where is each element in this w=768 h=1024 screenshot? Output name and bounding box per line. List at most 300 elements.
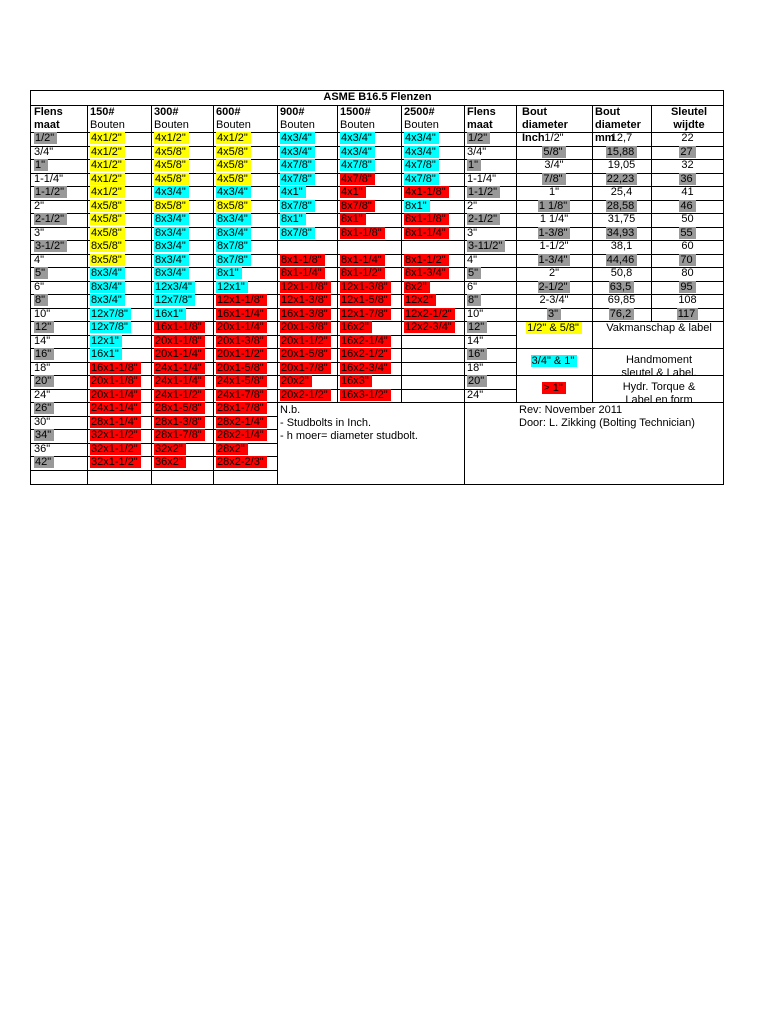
bolt-spec [154,443,214,456]
bolt-spec-label: 20x1-5/8" [216,362,267,374]
column-line [651,105,652,321]
bolt-spec-label: 32x1-1/2" [90,456,141,468]
bolt-spec [340,389,400,402]
bolt-spec [404,254,464,267]
right-flange-size: 14" [467,334,484,347]
flange-size [34,402,86,415]
bolt-spec [90,213,150,226]
bolt-spec-label: 8x3/4" [154,240,189,252]
legend-description: Hydr. Torque & [622,381,696,393]
bolt-spec [90,132,150,145]
bolt-spec [404,308,464,321]
bolt-spec-label: 4x5/8" [216,159,251,171]
bolt-spec [216,186,276,199]
bolt-spec-label: 20x1-1/4" [90,389,141,401]
legend-divider [592,321,593,402]
header-key-width-0: Sleutel [670,106,708,118]
bolt-diameter-inch [516,200,592,213]
bolt-spec [216,267,276,280]
right-flange-size [467,267,515,280]
bolt-spec [154,375,214,388]
right-flange-size-label: 3-11/2" [467,240,505,252]
notes-text: - Studbolts in Inch. [280,417,372,429]
bolt-spec [340,308,400,321]
bolt-spec-label: 8x5/8" [216,200,251,212]
bolt-spec [154,348,214,361]
right-flange-size-label: 8" [467,294,481,306]
column-line [464,105,465,485]
bolt-spec [216,213,276,226]
bolt-spec-label: 4x5/8" [90,227,125,239]
bolt-spec-label: 12x7/8" [90,308,131,320]
bolt-diameter-mm-label: 34,93 [606,227,638,239]
bolt-spec [216,200,276,213]
key-width: 32 [681,159,694,171]
flange-size [34,186,86,199]
bolt-spec [340,159,400,172]
bolt-spec [216,321,276,334]
bolt-spec [90,348,150,361]
flange-size-label: 12" [34,321,54,333]
bolt-spec-label: 4x5/8" [154,146,189,158]
bolt-spec [90,416,150,429]
flange-size [34,213,86,226]
column-line [277,105,278,485]
bolt-spec-label: 20x1-3/8" [216,335,267,347]
bolt-spec-label: 8x1-1/2" [340,267,385,279]
right-flange-size-label: 20" [467,375,487,387]
bolt-spec [216,173,276,186]
bolt-spec [340,254,400,267]
bolt-spec [280,335,340,348]
bolt-spec [340,267,400,280]
flange-size: 3" [34,226,45,239]
bolt-spec-label: 8x1" [280,213,306,225]
right-flange-size [467,159,515,172]
bolt-spec-label: 4x5/8" [154,173,189,185]
bolt-spec [216,240,276,253]
bolt-diameter-inch: 1/2" [544,132,564,144]
header-key-width-1: wijdte [673,119,705,131]
bolt-spec [154,200,214,213]
bolt-spec-label: 12x1-1/8" [280,281,331,293]
bolt-spec-label: 16x1" [90,348,122,360]
right-flange-size [467,348,515,361]
flange-size [34,456,86,469]
bolt-spec-label: 8x5/8" [154,200,189,212]
bolt-spec [340,173,400,186]
bolt-spec-label: 4x5/8" [154,159,189,171]
bolt-spec-label: 16x2-3/4" [340,362,391,374]
bolt-spec-label: 16x1-3/8" [280,308,331,320]
bolt-diameter-inch [516,281,592,294]
legend-swatch-label: 1/2" & 5/8" [526,322,582,334]
legend-swatch [516,322,592,335]
bolt-spec-label: 12x1" [216,281,248,293]
bolt-spec-label: 12x1" [90,335,122,347]
bolt-spec-label: 8x1" [340,213,366,225]
right-flange-size-label: 12" [467,321,487,333]
bolt-spec-label: 28x2" [216,443,248,455]
bolt-spec-label: 36x2" [154,456,186,468]
bolt-spec-label: 4x3/4" [216,186,251,198]
bolt-spec-label: 4x3/4" [340,132,375,144]
bolt-spec [154,240,214,253]
bolt-spec [216,389,276,402]
bolt-spec [340,227,400,240]
bolt-spec-label: 12x2-3/4" [404,321,455,333]
column-line [87,105,88,485]
bolt-spec-label: 8x3/4" [154,254,189,266]
bolt-spec [404,159,464,172]
bolt-diameter-mm-label: 44,46 [606,254,638,266]
bolt-spec-label: 16x3" [340,375,372,387]
row-line [464,402,516,403]
bolt-spec [216,416,276,429]
flange-size: 36" [34,442,51,455]
bolt-diameter-inch: 1" [548,186,560,198]
bolt-diameter-mm-label: 63,5 [609,281,634,293]
bolt-spec [154,213,214,226]
right-flange-size [467,240,515,253]
right-flange-size-label: 2-1/2" [467,213,500,225]
bolt-spec-label: 32x2" [154,443,186,455]
bolt-spec [404,281,464,294]
bolt-diameter-inch: 1 1/4" [539,213,569,225]
bolt-spec-label: 28x1-3/8" [154,416,205,428]
bolt-spec [340,186,400,199]
flange-size: 4" [34,253,45,266]
right-flange-size: 3/4" [467,145,487,158]
key-width-label: 46 [679,200,695,212]
bolt-spec-label: 8x1-1/4" [404,227,449,239]
bolt-spec-label: 24x1-1/2" [154,389,205,401]
bolt-spec [280,308,340,321]
bolt-spec-label: 8x1" [216,267,242,279]
bolt-spec [280,146,340,159]
bolt-spec-label: 28x2-1/4" [216,416,267,428]
bolt-spec [154,186,214,199]
bolt-diameter-inch: 1-1/2" [539,240,569,252]
bolt-diameter-inch-label: 3" [547,308,561,320]
bolt-spec-label: 8x3/4" [90,294,125,306]
bolt-spec [90,362,150,375]
flange-size: 1-1/4" [34,172,63,185]
flange-size-label: 1" [34,159,48,171]
flange-size-label: 20" [34,375,54,387]
header-bouten: Bouten [154,119,189,131]
key-width-label: 95 [679,281,695,293]
bolt-spec [154,173,214,186]
bolt-spec-label: 4x7/8" [280,173,315,185]
header-flens-size-1: Flens [34,106,63,118]
key-width: 22 [681,132,694,144]
bolt-spec [90,254,150,267]
flange-size-label: 16" [34,348,54,360]
bolt-spec-label: 4x7/8" [340,159,375,171]
bolt-spec-label: 16x1-1/8" [90,362,141,374]
bolt-spec-label: 12x3/4" [154,281,195,293]
bolt-spec-label: 24x1-1/4" [154,375,205,387]
bolt-diameter-mm-label: 22,23 [606,173,638,185]
bolt-spec [154,389,214,402]
right-flange-size [467,186,515,199]
key-width-label: 36 [679,173,695,185]
revision-rule [516,402,724,403]
bolt-spec [340,281,400,294]
bolt-spec [280,173,340,186]
flange-size-label: 1-1/2" [34,186,67,198]
bolt-spec-label: 20x1-1/4" [154,348,205,360]
bolt-spec-label: 32x1-1/2" [90,429,141,441]
flange-size-label: 5" [34,267,48,279]
bolt-spec [154,159,214,172]
bolt-spec [280,267,340,280]
key-width: 80 [681,267,694,279]
flange-size-label: 26" [34,402,54,414]
right-flange-size: 6" [467,280,478,293]
bolt-spec [404,200,464,213]
bolt-diameter-inch-label: 5/8" [542,146,565,158]
bolt-spec-label: 8x1-1/8" [280,254,325,266]
bolt-diameter-mm [592,146,651,159]
key-width-label: 55 [679,227,695,239]
header-bolt-inch-2: Inch [522,132,545,144]
bolt-spec [280,186,340,199]
flange-size: 24" [34,388,51,401]
bolt-spec-label: 20x1-3/8" [280,321,331,333]
bolt-spec [90,375,150,388]
bolt-spec [340,335,400,348]
bolt-spec [154,308,214,321]
bolt-spec-label: 4x7/8" [404,173,439,185]
row-line [31,470,277,471]
bolt-spec-label: 8x7/8" [216,254,251,266]
flange-size-label: 3-1/2" [34,240,67,252]
bolt-spec [280,294,340,307]
bolt-spec-label: 8x7/8" [280,200,315,212]
bolt-diameter-mm [592,173,651,186]
bolt-spec-label: 8x1-1/8" [404,213,449,225]
key-width: 108 [678,294,697,306]
header-bouten: Bouten [340,119,375,131]
bolt-spec-label: 8x3/4" [90,281,125,293]
bolt-spec [154,227,214,240]
flange-size: 6" [34,280,45,293]
bolt-spec-label: 4x7/8" [280,159,315,171]
bolt-spec-label: 12x1-1/8" [216,294,267,306]
header-class-150: 150# [90,106,115,118]
bolt-spec-label: 4x7/8" [340,173,375,185]
bolt-spec [216,362,276,375]
flange-size-label: 42" [34,456,54,468]
legend-swatch-label: 3/4" & 1" [531,355,578,367]
header-flens-size-right-1: Flens [467,106,496,118]
bolt-diameter-mm: 31,75 [607,213,636,225]
bolt-spec-label: 4x1-1/8" [404,186,449,198]
legend-description: Vakmanschap & label [606,322,712,334]
bolt-spec [280,254,340,267]
bolt-diameter-mm: 19,05 [607,159,636,171]
header-bouten: Bouten [90,119,125,131]
key-width [651,173,724,186]
bolt-spec-label: 4x3/4" [280,146,315,158]
header-bouten: Bouten [404,119,439,131]
header-bolt-mm-0: Bout [595,106,621,118]
bolt-spec [154,281,214,294]
bolt-diameter-inch [516,227,592,240]
right-flange-size [467,321,515,334]
bolt-spec-label: 8x1-1/2" [404,254,449,266]
flange-size-label: 34" [34,429,54,441]
bolt-spec-label: 20x1-1/4" [216,321,267,333]
flange-size [34,375,86,388]
bolt-spec [90,335,150,348]
flange-size [34,267,86,280]
column-line [213,105,214,485]
key-width: 41 [681,186,694,198]
header-class-300: 300# [154,106,179,118]
bolt-spec [340,321,400,334]
column-line [592,105,593,321]
bolt-spec-label: 8x1-1/4" [340,254,385,266]
bolt-spec [340,146,400,159]
bolt-spec [404,186,464,199]
legend-description: Handmoment [625,354,693,366]
header-flens-size-right-2: maat [467,119,493,131]
bolt-spec-label: 8x7/8" [216,240,251,252]
bolt-spec [216,402,276,415]
legend-description: sleutel & Label. [621,367,697,379]
header-flens-size-2: maat [34,119,60,131]
bolt-spec [216,456,276,469]
bolt-spec [216,294,276,307]
column-line [516,105,517,402]
bolt-spec-label: 20x1-1/8" [90,375,141,387]
column-line [337,105,338,402]
bolt-spec [280,321,340,334]
key-width [651,308,724,321]
bolt-spec [154,402,214,415]
bolt-spec-label: 4x1/2" [216,132,251,144]
key-width-label: 70 [679,254,695,266]
bolt-spec [90,146,150,159]
bolt-spec [154,456,214,469]
bolt-spec-label: 4x1/2" [90,146,125,158]
bolt-spec-label: 8x1-1/4" [280,267,325,279]
bolt-spec-label: 16x1-1/4" [216,308,267,320]
bolt-spec [154,416,214,429]
header-bouten: Bouten [216,119,251,131]
bolt-spec-label: 12x1-7/8" [340,308,391,320]
bolt-spec-label: 20x1-1/2" [216,348,267,360]
bolt-spec [216,281,276,294]
bolt-diameter-mm [592,308,651,321]
bolt-spec [154,132,214,145]
bolt-spec [404,173,464,186]
bolt-spec-label: 8x7/8" [340,200,375,212]
key-width: 50 [681,213,694,225]
key-width [651,281,724,294]
legend-swatch [516,355,592,368]
bolt-diameter-mm-label: 15,88 [606,146,638,158]
right-flange-size: 1-1/4" [467,172,496,185]
bolt-spec-label: 4x1/2" [90,173,125,185]
flange-size [34,348,86,361]
bolt-diameter-inch-label: 1-3/8" [538,227,571,239]
right-flange-size [467,213,515,226]
bolt-diameter-mm-label: 28,58 [606,200,638,212]
column-line [401,105,402,402]
key-width-label: 117 [677,308,699,320]
flange-size: 3/4" [34,145,54,158]
bolt-spec [216,254,276,267]
bolt-spec-label: 16x2" [340,321,372,333]
header-bolt-inch-0: Bout [522,106,548,118]
bolt-spec-label: 8x1-1/8" [340,227,385,239]
bolt-spec-label: 4x1" [340,186,366,198]
bolt-diameter-inch: 2-3/4" [539,294,569,306]
legend-description: Label en form [625,394,693,406]
flange-bolt-table [30,90,724,485]
bolt-spec-label: 28x1-5/8" [154,402,205,414]
bolt-spec [90,308,150,321]
bolt-spec-label: 28x1-1/4" [90,416,141,428]
header-class-600: 600# [216,106,241,118]
bolt-spec [90,240,150,253]
bolt-spec [280,389,340,402]
bolt-spec-label: 12x1-3/8" [340,281,391,293]
bolt-spec [404,132,464,145]
bolt-spec [90,321,150,334]
column-line [151,105,152,485]
right-flange-size [467,132,515,145]
bolt-spec-label: 20x1-7/8" [280,362,331,374]
bolt-spec [280,200,340,213]
bolt-spec-label: 28x2-2/3" [216,456,267,468]
bolt-spec [154,429,214,442]
bolt-spec-label: 20x1-5/8" [280,348,331,360]
bolt-spec [280,362,340,375]
bolt-diameter-mm [592,281,651,294]
right-flange-size-label: 5" [467,267,481,279]
bolt-spec-label: 4x5/8" [90,213,125,225]
right-flange-size-label: 1-1/2" [467,186,500,198]
bolt-spec-label: 20x2-1/2" [280,389,331,401]
bolt-spec-label: 8x3/4" [216,227,251,239]
bolt-spec-label: 16x2-1/2" [340,348,391,360]
bolt-spec-label: 28x1-7/8" [216,402,267,414]
bolt-spec-label: 4x5/8" [216,146,251,158]
bolt-spec [90,227,150,240]
bolt-spec-label: 4x7/8" [404,159,439,171]
right-flange-size-label: 16" [467,348,487,360]
right-flange-size: 10" [467,307,484,320]
bolt-spec [216,335,276,348]
flange-size [34,240,86,253]
bolt-diameter-inch-label: 7/8" [542,173,565,185]
bolt-spec [340,213,400,226]
flange-size-label: 8" [34,294,48,306]
key-width [651,254,724,267]
right-flange-size-label: 1/2" [467,132,490,144]
bolt-spec-label: 12x7/8" [154,294,195,306]
bolt-spec [280,348,340,361]
bolt-spec [154,254,214,267]
bolt-spec-label: 12x1-5/8" [340,294,391,306]
bolt-spec-label: 24x1-7/8" [216,389,267,401]
bolt-spec [216,429,276,442]
